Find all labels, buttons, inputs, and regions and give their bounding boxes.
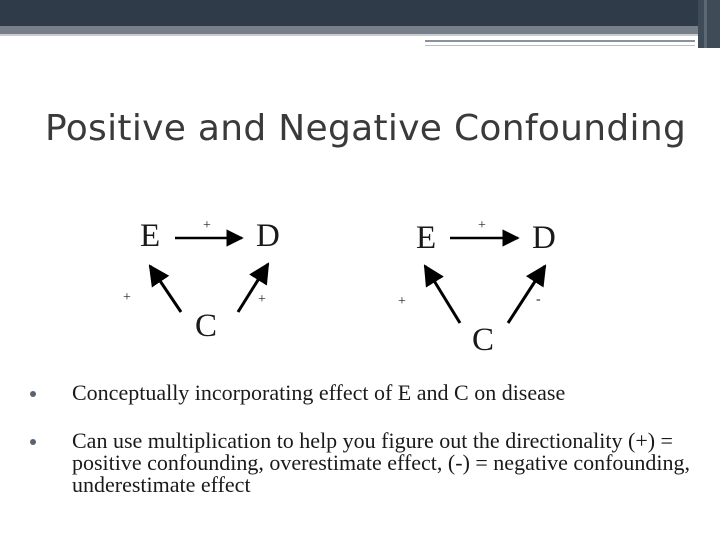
right-node-disease: D <box>532 220 556 256</box>
diagram-arrows <box>0 180 720 370</box>
left-sign-c-d: + <box>258 292 266 307</box>
right-sign-e-d: + <box>478 218 486 233</box>
bullet-item <box>30 430 700 496</box>
bullet-item <box>30 382 700 404</box>
bullet-list <box>30 382 700 522</box>
header-bar-stripe <box>0 26 720 34</box>
right-sign-c-d: - <box>536 292 541 307</box>
left-sign-e-d: + <box>203 218 211 233</box>
left-arrow-c-to-e <box>150 266 181 312</box>
bullet-dot <box>30 439 36 445</box>
right-arrow-c-to-e <box>425 266 460 323</box>
header-accent-line <box>425 40 695 42</box>
right-node-exposure: E <box>416 220 437 256</box>
left-node-exposure: E <box>140 218 161 254</box>
left-node-confounder: C <box>195 308 218 344</box>
slide-title: Positive and Negative Confounding <box>45 108 687 149</box>
bullet-text: Can use multiplication to help you figure out the directionality (+) = positive confounding, overestimate effect, (-) = negative confounding, underestimate effect <box>72 428 691 497</box>
header-bar <box>0 0 720 26</box>
confounding-diagrams <box>0 180 720 370</box>
header-accent-line-thin <box>425 45 695 46</box>
corner-decoration <box>698 0 720 48</box>
right-node-confounder: C <box>472 322 495 358</box>
left-node-disease: D <box>256 218 280 254</box>
left-sign-c-e: + <box>123 290 131 305</box>
bullet-dot <box>30 391 36 397</box>
header-bar-line <box>0 34 720 36</box>
bullet-text: Conceptually incorporating effect of E and C on disease <box>72 380 566 405</box>
right-sign-c-e: + <box>398 294 406 309</box>
corner-decoration-line <box>704 0 707 48</box>
